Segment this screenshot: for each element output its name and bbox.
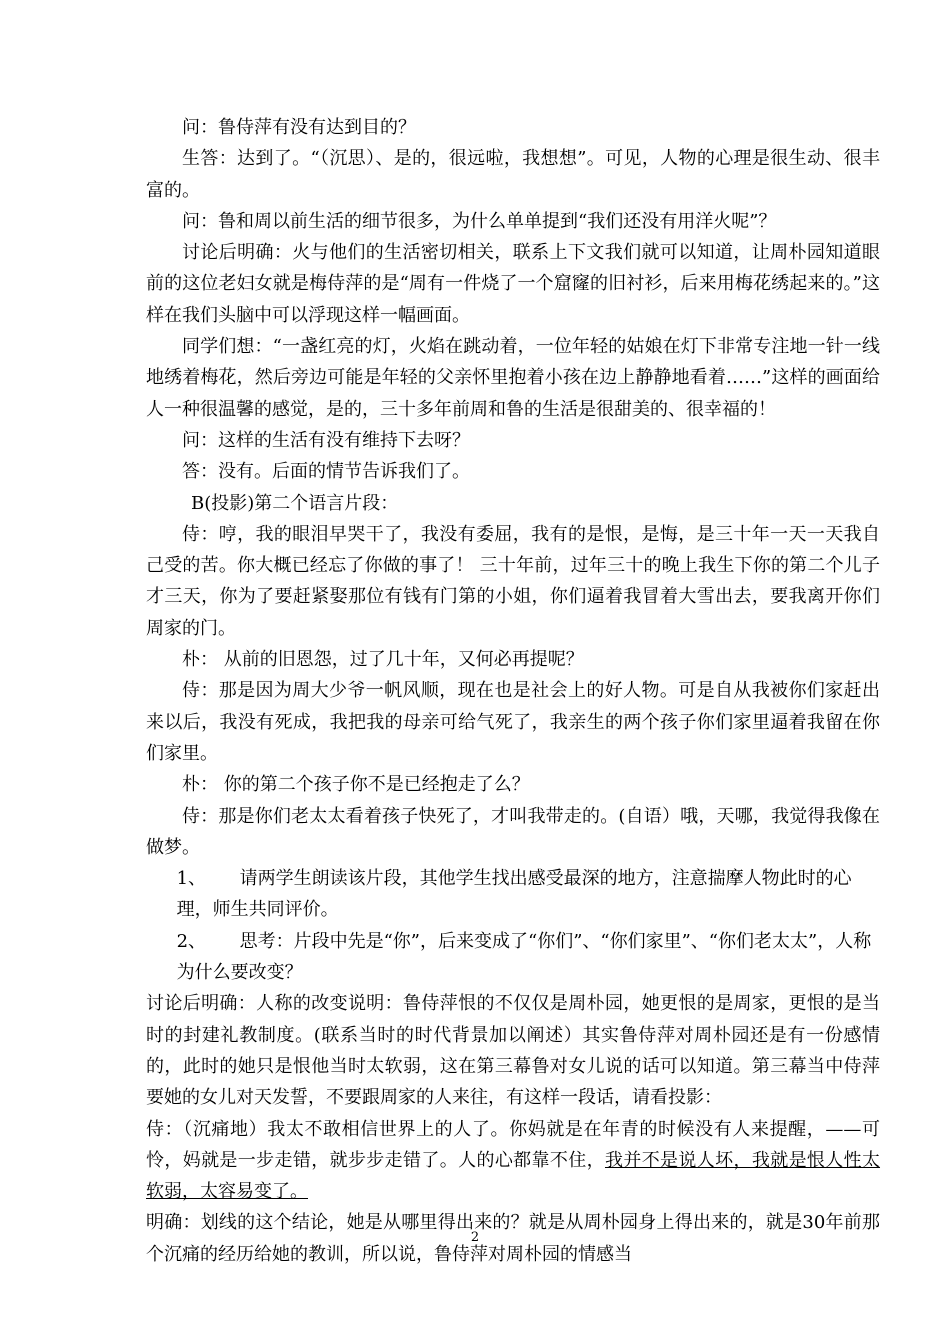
underlined-conclusion: 我并不是说人坏，我就是恨人性太软弱，太容易变了。 xyxy=(146,1149,881,1203)
paragraph: 生答：达到了。“（沉思）、是的，很远啦，我想想”。可见，人物的心理是很生动、很丰富的。 xyxy=(146,148,880,201)
list-number: 2、 xyxy=(176,930,207,952)
list-text: 请两学生朗读该片段，其他学生找出感受最深的地方，注意揣摩人物此时的心理，师生共同评价。 xyxy=(176,868,852,921)
paragraph: 答：没有。后面的情节告诉我们了。 xyxy=(182,461,470,483)
list-item xyxy=(146,863,880,926)
paragraph: 明确：划线的这个结论，她是从哪里得出来的？就是从周朴园身上得出来的，就是30年前那个沉痛的经历给她的教训，所以说，鲁侍萍对周朴园的情感当 xyxy=(146,1212,880,1265)
paragraph: 同学们想：“一盏红亮的灯，火焰在跳动着，一位年轻的姑娘在灯下非常专注地一针一线地绣着梅花，然后旁边可能是年轻的父亲怀里抱着小孩在边上静静地看着……”这样的画面给人一种很温馨的感觉，是的，三十多年前周和鲁的生活是很甜美的、很幸福的！ xyxy=(146,336,880,420)
list-item xyxy=(146,926,880,989)
list-text: 思考：片段中先是“你”，后来变成了“你们”、“你们家里”、“你们老太太”，人称为什么要改变？ xyxy=(176,930,872,984)
document-body xyxy=(146,112,880,1270)
paragraph: 问：这样的生活有没有维持下去呀？ xyxy=(182,429,470,451)
paragraph: 问：鲁和周以前生活的细节很多，为什么单单提到“我们还没有用洋火呢”？ xyxy=(182,210,777,232)
paragraph: 侍：那是你们老太太看着孩子快死了，才叫我带走的。(自语）哦，天哪，我觉得我像在做梦。 xyxy=(146,805,880,858)
list-number: 1、 xyxy=(176,868,207,890)
quote-paragraph xyxy=(146,1114,880,1208)
section-heading: B(投影)第二个语言片段： xyxy=(191,492,399,514)
quote-text: 侍：（沉痛地）我太不敢相信世界上的人了。你妈就是在年青的时候没有人来提醒，——可怜，妈就是一步走错，就步步走错了。人的心都靠不住， xyxy=(146,1118,880,1171)
paragraph: 讨论后明确：火与他们的生活密切相关，联系上下文我们就可以知道，让周朴园知道眼前的这位老妇女就是梅侍萍的是“周有一件烧了一个窟窿的旧衬衫，后来用梅花绣起来的。”这样在我们头脑中可以浮现这样一幅画面。 xyxy=(146,242,880,326)
paragraph: 问：鲁侍萍有没有达到目的？ xyxy=(182,117,416,138)
paragraph: 朴： 你的第二个孩子你不是已经抱走了么？ xyxy=(182,774,530,796)
paragraph: 侍：那是因为周大少爷一帆风顺，现在也是社会上的好人物。可是自从我被你们家赶出来以后，我没有死成，我把我的母亲可给气死了，我亲生的两个孩子你们家里逼着我留在你们家里。 xyxy=(146,680,880,764)
page-number: 2 xyxy=(470,1230,480,1245)
paragraph: 侍：哼，我的眼泪早哭干了，我没有委屈，我有的是恨，是悔，是三十年一天一天我自己受的苦。你大概已经忘了你做的事了！ 三十年前，过年三十的晚上我生下你的第二个儿子才三天，你为了要赶紧娶那位有钱有门第的小姐，你们逼着我冒着大雪出去，要我离开你们周家的门。 xyxy=(146,523,880,639)
paragraph: 讨论后明确：人称的改变说明：鲁侍萍恨的不仅仅是周朴园，她更恨的是周家，更恨的是当时的封建礼教制度。(联系当时的时代背景加以阐述）其实鲁侍萍对周朴园还是有一份感情的，此时的她只是恨他当时太软弱，这在第三幕鲁对女儿说的话可以知道。第三幕当中侍萍要她的女儿对天发誓，不要跟周家的人来往，有这样一段话，请看投影： xyxy=(146,993,880,1109)
paragraph: 朴： 从前的旧恩怨，过了几十年，又何必再提呢？ xyxy=(182,649,584,671)
